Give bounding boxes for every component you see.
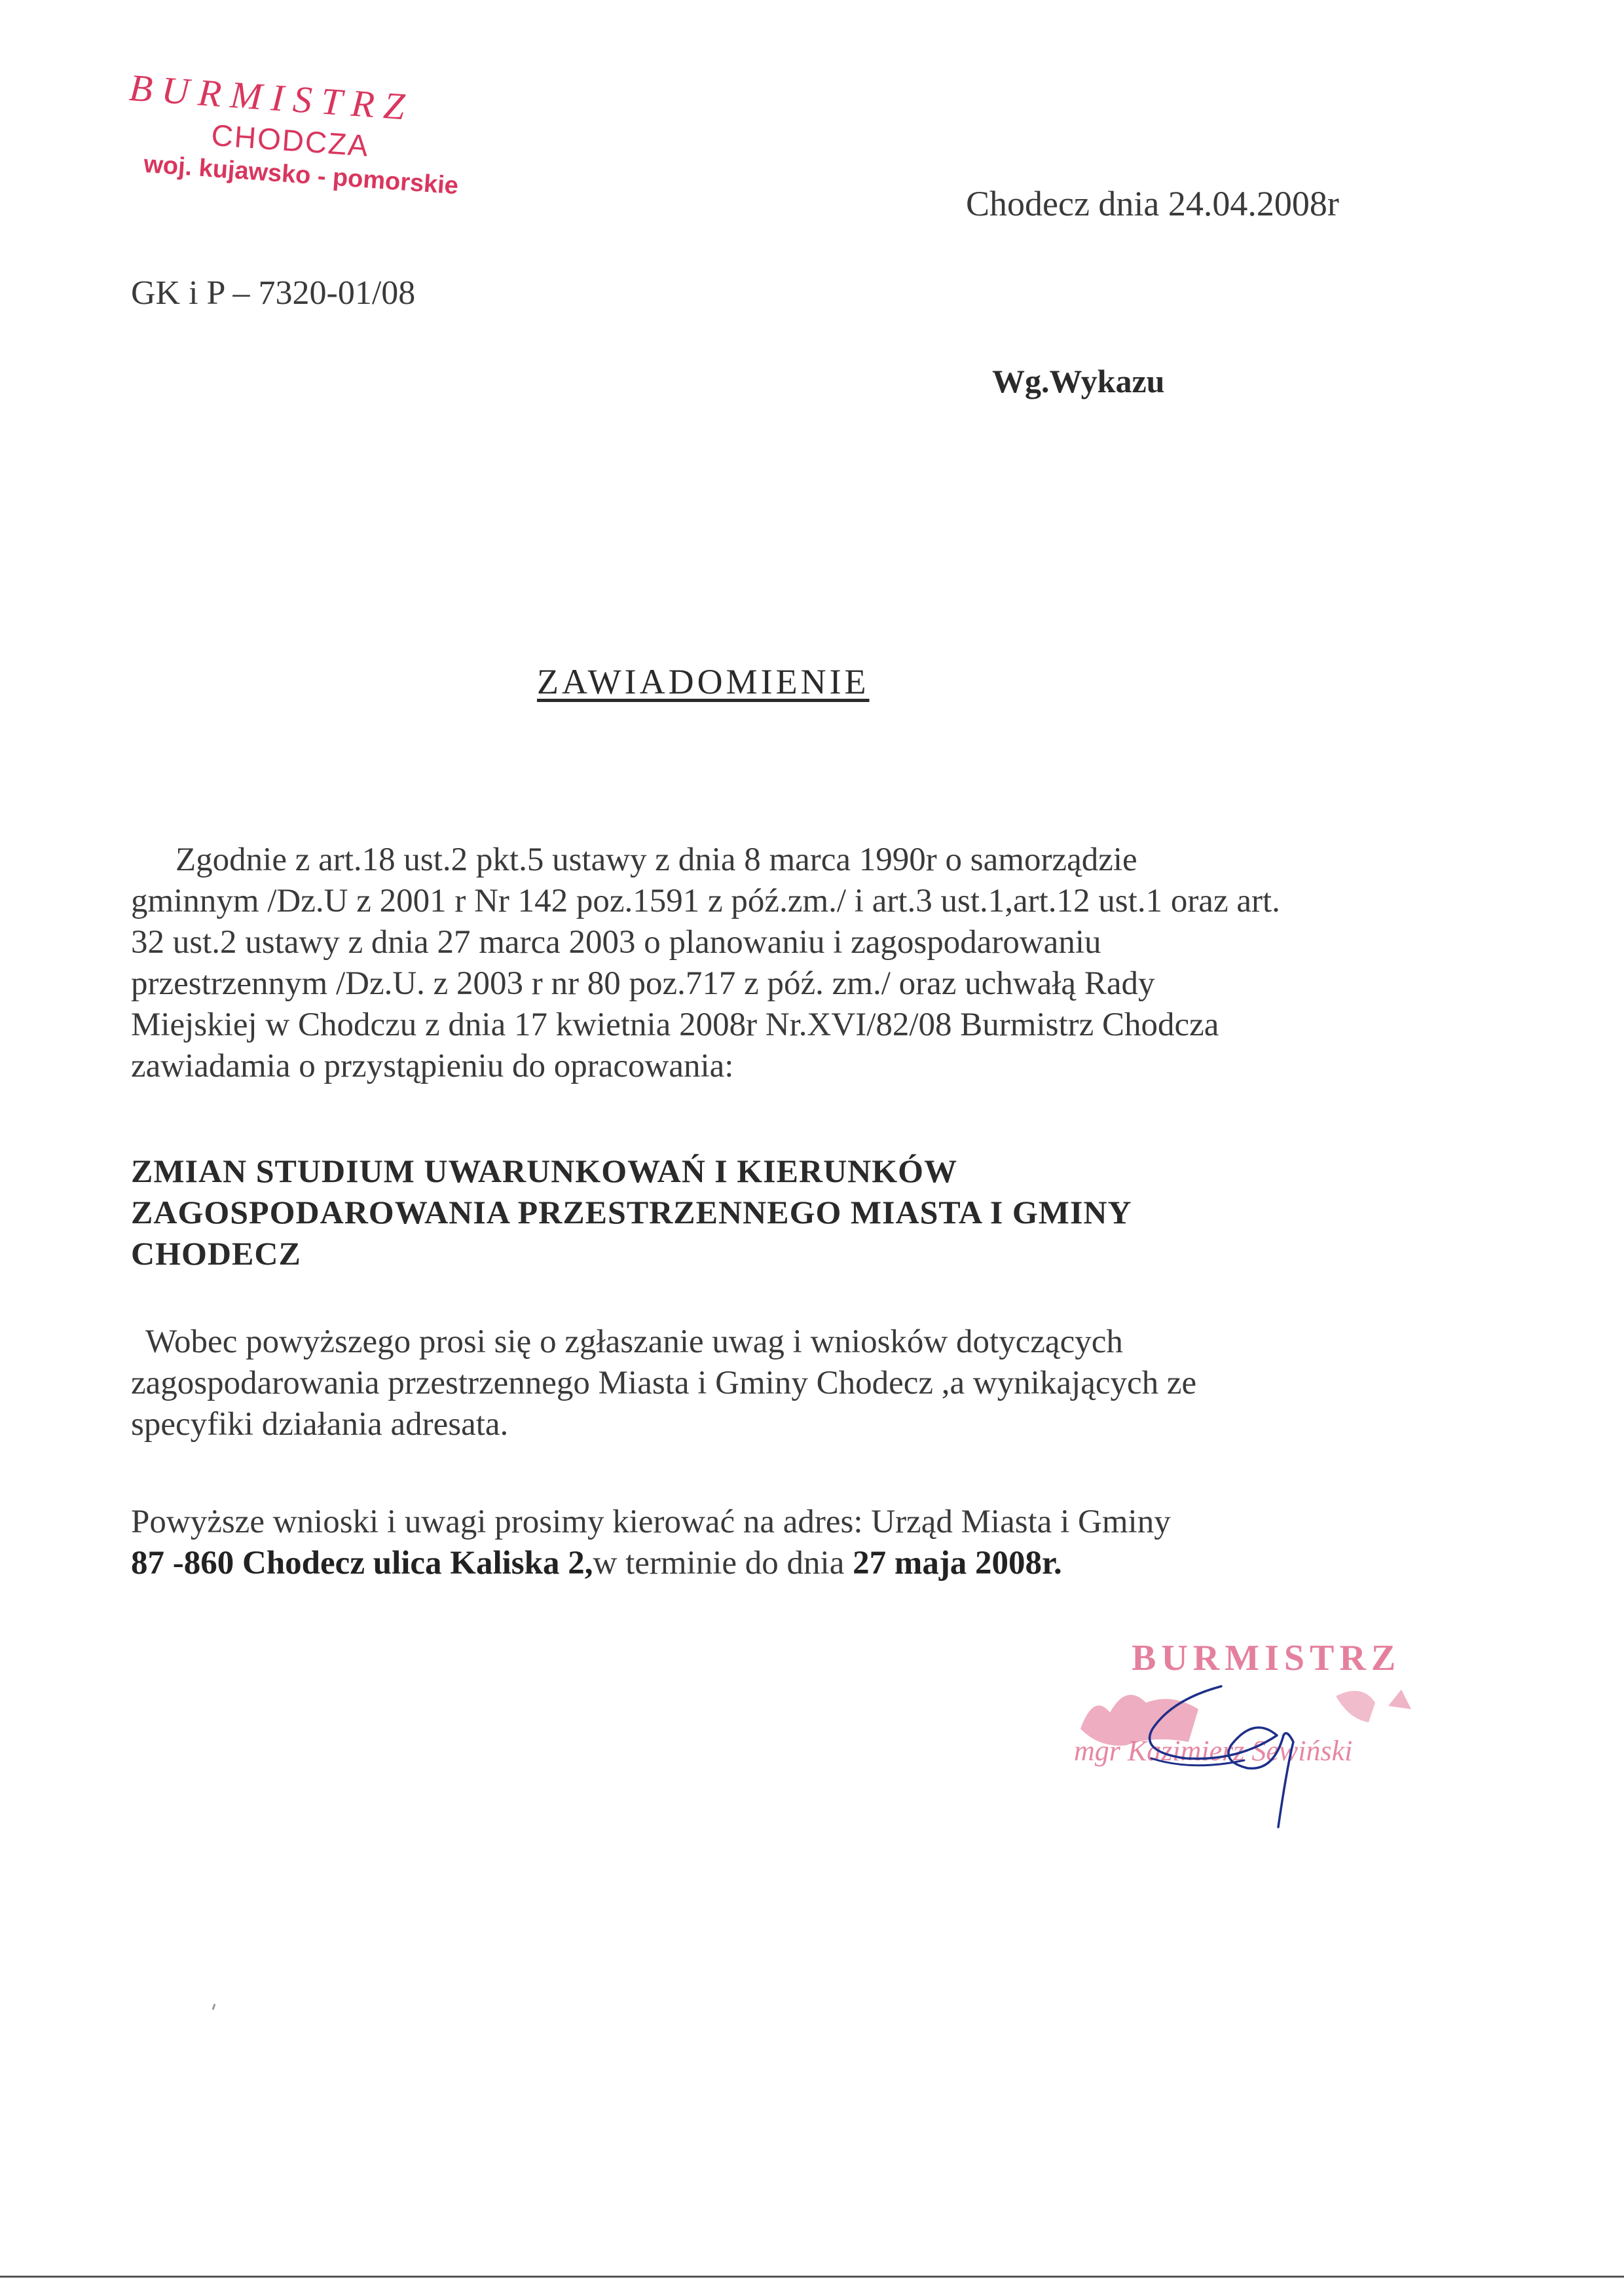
signature-stamp-name: mgr Kazimierz Sewiński — [1074, 1735, 1353, 1767]
addressee: Wg.Wykazu — [992, 363, 1165, 399]
document-title: ZAWIADOMIENIE — [537, 662, 870, 701]
stamp-region: woj. kujawsko - pomorskie — [143, 150, 460, 200]
paragraph-line: zagospodarowania przestrzennego Miasta i Gminy Chodecz ,a wynikających ze — [131, 1365, 1197, 1401]
paragraph-request — [131, 1322, 1506, 1445]
office-address: 87 -860 Chodecz ulica Kaliska 2, — [131, 1545, 593, 1582]
stamp-city: CHODCZA — [210, 117, 371, 163]
reference-number: GK i P – 7320-01/08 — [131, 274, 416, 312]
subject-heading — [131, 1151, 1506, 1274]
paragraph-address — [131, 1502, 1506, 1584]
heading-line: ZMIAN STUDIUM UWARUNKOWAŃ I KIERUNKÓW — [131, 1153, 958, 1189]
deadline-text: w terminie do dnia — [593, 1545, 853, 1582]
paragraph-line: 32 ust.2 ustawy z dnia 27 marca 2003 o planowaniu i zagospodarowaniu — [131, 924, 1101, 961]
deadline-date: 27 maja 2008r. — [853, 1545, 1062, 1582]
heading-line: CHODECZ — [131, 1235, 301, 1272]
heading-line: ZAGOSPODAROWANIA PRZESTRZENNEGO MIASTA I GMINY — [131, 1194, 1132, 1230]
paragraph-legal-basis — [131, 840, 1506, 1087]
handwritten-signature — [1074, 1637, 1441, 1834]
paragraph-line: Powyższe wnioski i uwagi prosimy kierować na adres: Urząd Miasta i Gminy — [131, 1504, 1171, 1540]
paragraph-line: Zgodnie z art.18 ust.2 pkt.5 ustawy z dnia 8 marca 1990r o samorządzie — [175, 842, 1137, 878]
paragraph-line: Wobec powyższego prosi się o zgłaszanie uwag i wniosków dotyczących — [145, 1323, 1123, 1360]
stamp-title: BURMISTRZ — [128, 65, 416, 129]
date-line: Chodecz dnia 24.04.2008r — [966, 184, 1339, 223]
paragraph-line: Miejskiej w Chodczu z dnia 17 kwietnia 2008r Nr.XVI/82/08 Burmistrz Chodcza — [131, 1007, 1219, 1043]
paragraph-line: przestrzennym /Dz.U. z 2003 r nr 80 poz.717 z póź. zm./ oraz uchwałą Rady — [131, 965, 1155, 1002]
mayor-stamp — [120, 65, 536, 244]
signature-block — [1074, 1637, 1441, 1834]
paragraph-line: zawiadamia o przystąpieniu do opracowania: — [131, 1048, 734, 1084]
paragraph-line: specyfiki działania adresata. — [131, 1406, 509, 1443]
scan-edge-line — [0, 2276, 1624, 2278]
scan-speck — [212, 2004, 216, 2010]
paragraph-line — [131, 1543, 1506, 1584]
paragraph-line: gminnym /Dz.U z 2001 r Nr 142 poz.1591 z póź.zm./ i art.3 ust.1,art.12 ust.1 oraz art. — [131, 883, 1280, 919]
signature-stamp-title: BURMISTRZ — [1132, 1638, 1401, 1678]
